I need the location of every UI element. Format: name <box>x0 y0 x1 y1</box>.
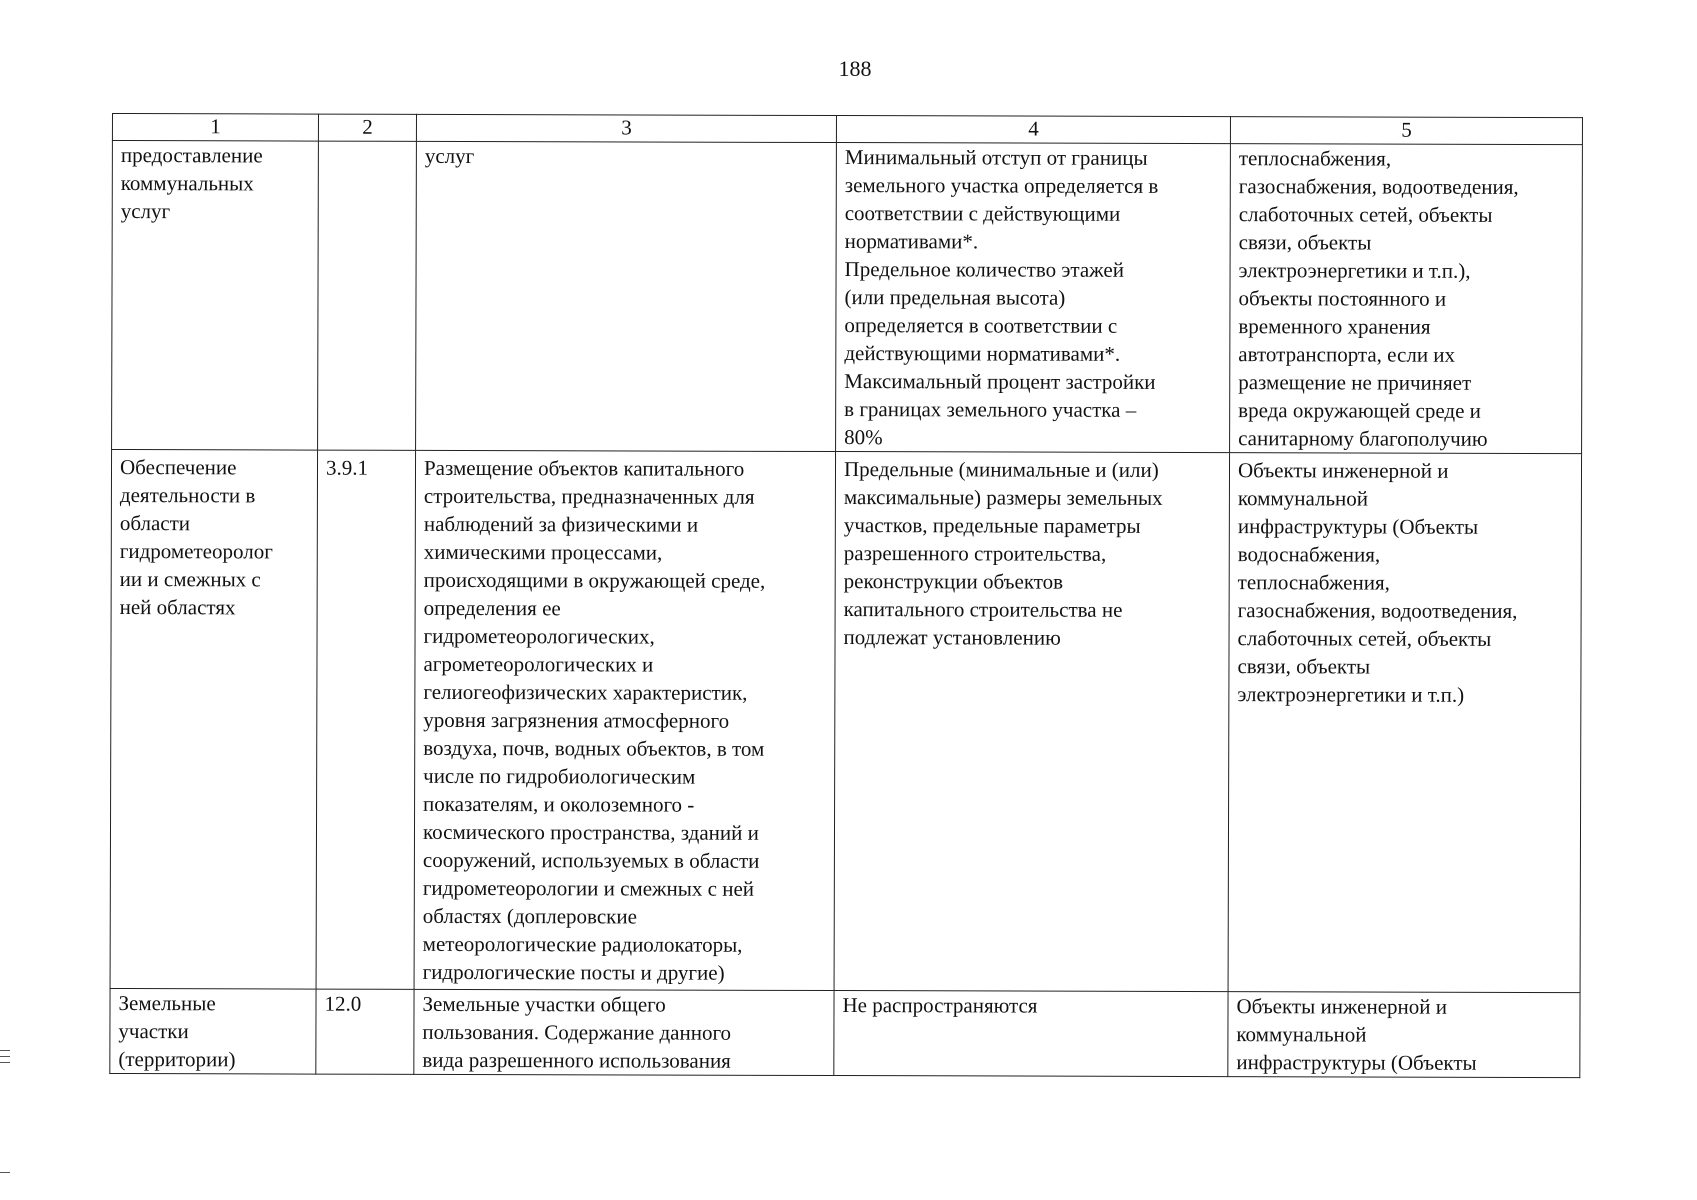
cell-use-code: 3.9.1 <box>316 450 416 989</box>
cell-parameters: Не распространяются <box>834 991 1228 1077</box>
cell-use-type: Земельные участки (территории) <box>110 988 316 1074</box>
table-row <box>112 141 1583 454</box>
cell-auxiliary-uses: Объекты инженерной и коммунальной инфраструктуры (Объекты водоснабжения, теплоснабжения, газоснабжения, водоотведения, слаботочных сетей, объекты связи, объекты электроэнергетики и т.п.) <box>1228 453 1582 993</box>
header-col-1: 1 <box>112 114 318 142</box>
cell-auxiliary-uses: Объекты инженерной и коммунальной инфраструктуры (Объекты <box>1228 992 1580 1078</box>
table-row <box>110 450 1581 993</box>
table-header-row <box>112 114 1582 145</box>
header-col-4: 4 <box>836 116 1230 144</box>
page-number: 188 <box>838 56 872 81</box>
binding-margin-marks <box>0 1050 10 1068</box>
cell-use-description: услуг <box>416 141 837 451</box>
margin-line <box>0 1056 10 1057</box>
table-row <box>110 988 1580 1077</box>
cell-use-code: 12.0 <box>316 989 414 1074</box>
header-col-2: 2 <box>318 114 416 141</box>
cell-parameters: Предельные (минимальные и (или) максимальные) размеры земельных участков, предельные параметры разрешенного строительства, реконструкции объектов капитального строительства не подлежат установлению <box>834 452 1230 992</box>
cell-parameters: Минимальный отступ от границы земельного участка определяется в соответствии с действующими нормативами*. Предельное количество этажей (или предельная высота) определяется в соответствии с действующими нормативами*. Максимальный процент застройки в границах земельного участка – 80% <box>836 143 1231 453</box>
margin-dash <box>0 1172 10 1173</box>
cell-use-type: Обеспечение деятельности в области гидрометеоролог ии и смежных с ней областях <box>110 450 318 990</box>
regulation-table <box>109 113 1583 1078</box>
margin-line <box>0 1062 10 1063</box>
cell-use-description: Земельные участки общего пользования. Содержание данного вида разрешенного использования <box>414 989 834 1075</box>
cell-use-type: предоставление коммунальных услуг <box>112 141 319 451</box>
cell-use-code <box>318 141 417 450</box>
cell-auxiliary-uses: теплоснабжения, газоснабжения, водоотведения, слаботочных сетей, объекты связи, объекты электроэнергетики и т.п.), объекты постоянного и временного хранения автотранспорта, если их размещение не причиняет вреда окружающей среде и санитарному благополучию <box>1230 144 1583 454</box>
header-col-5: 5 <box>1230 117 1582 145</box>
margin-line <box>0 1050 10 1051</box>
cell-use-description: Размещение объектов капитального строительства, предназначенных для наблюдений за физическими и химическими процессами, происходящими в окружающей среде, определения ее гидрометеорологических, агрометеорологических и гелиогеофизических характеристик, уровня загрязнения атмосферного воздуха, почв, водных объектов, в том числе по гидробиологическим показателям, и околоземного - космического пространства, зданий и сооружений, используемых в области гидрометеорологии и смежных с ней областях (доплеровские метеорологические радиолокаторы, гидрологические посты и другие) <box>414 450 836 990</box>
header-col-3: 3 <box>416 114 836 142</box>
